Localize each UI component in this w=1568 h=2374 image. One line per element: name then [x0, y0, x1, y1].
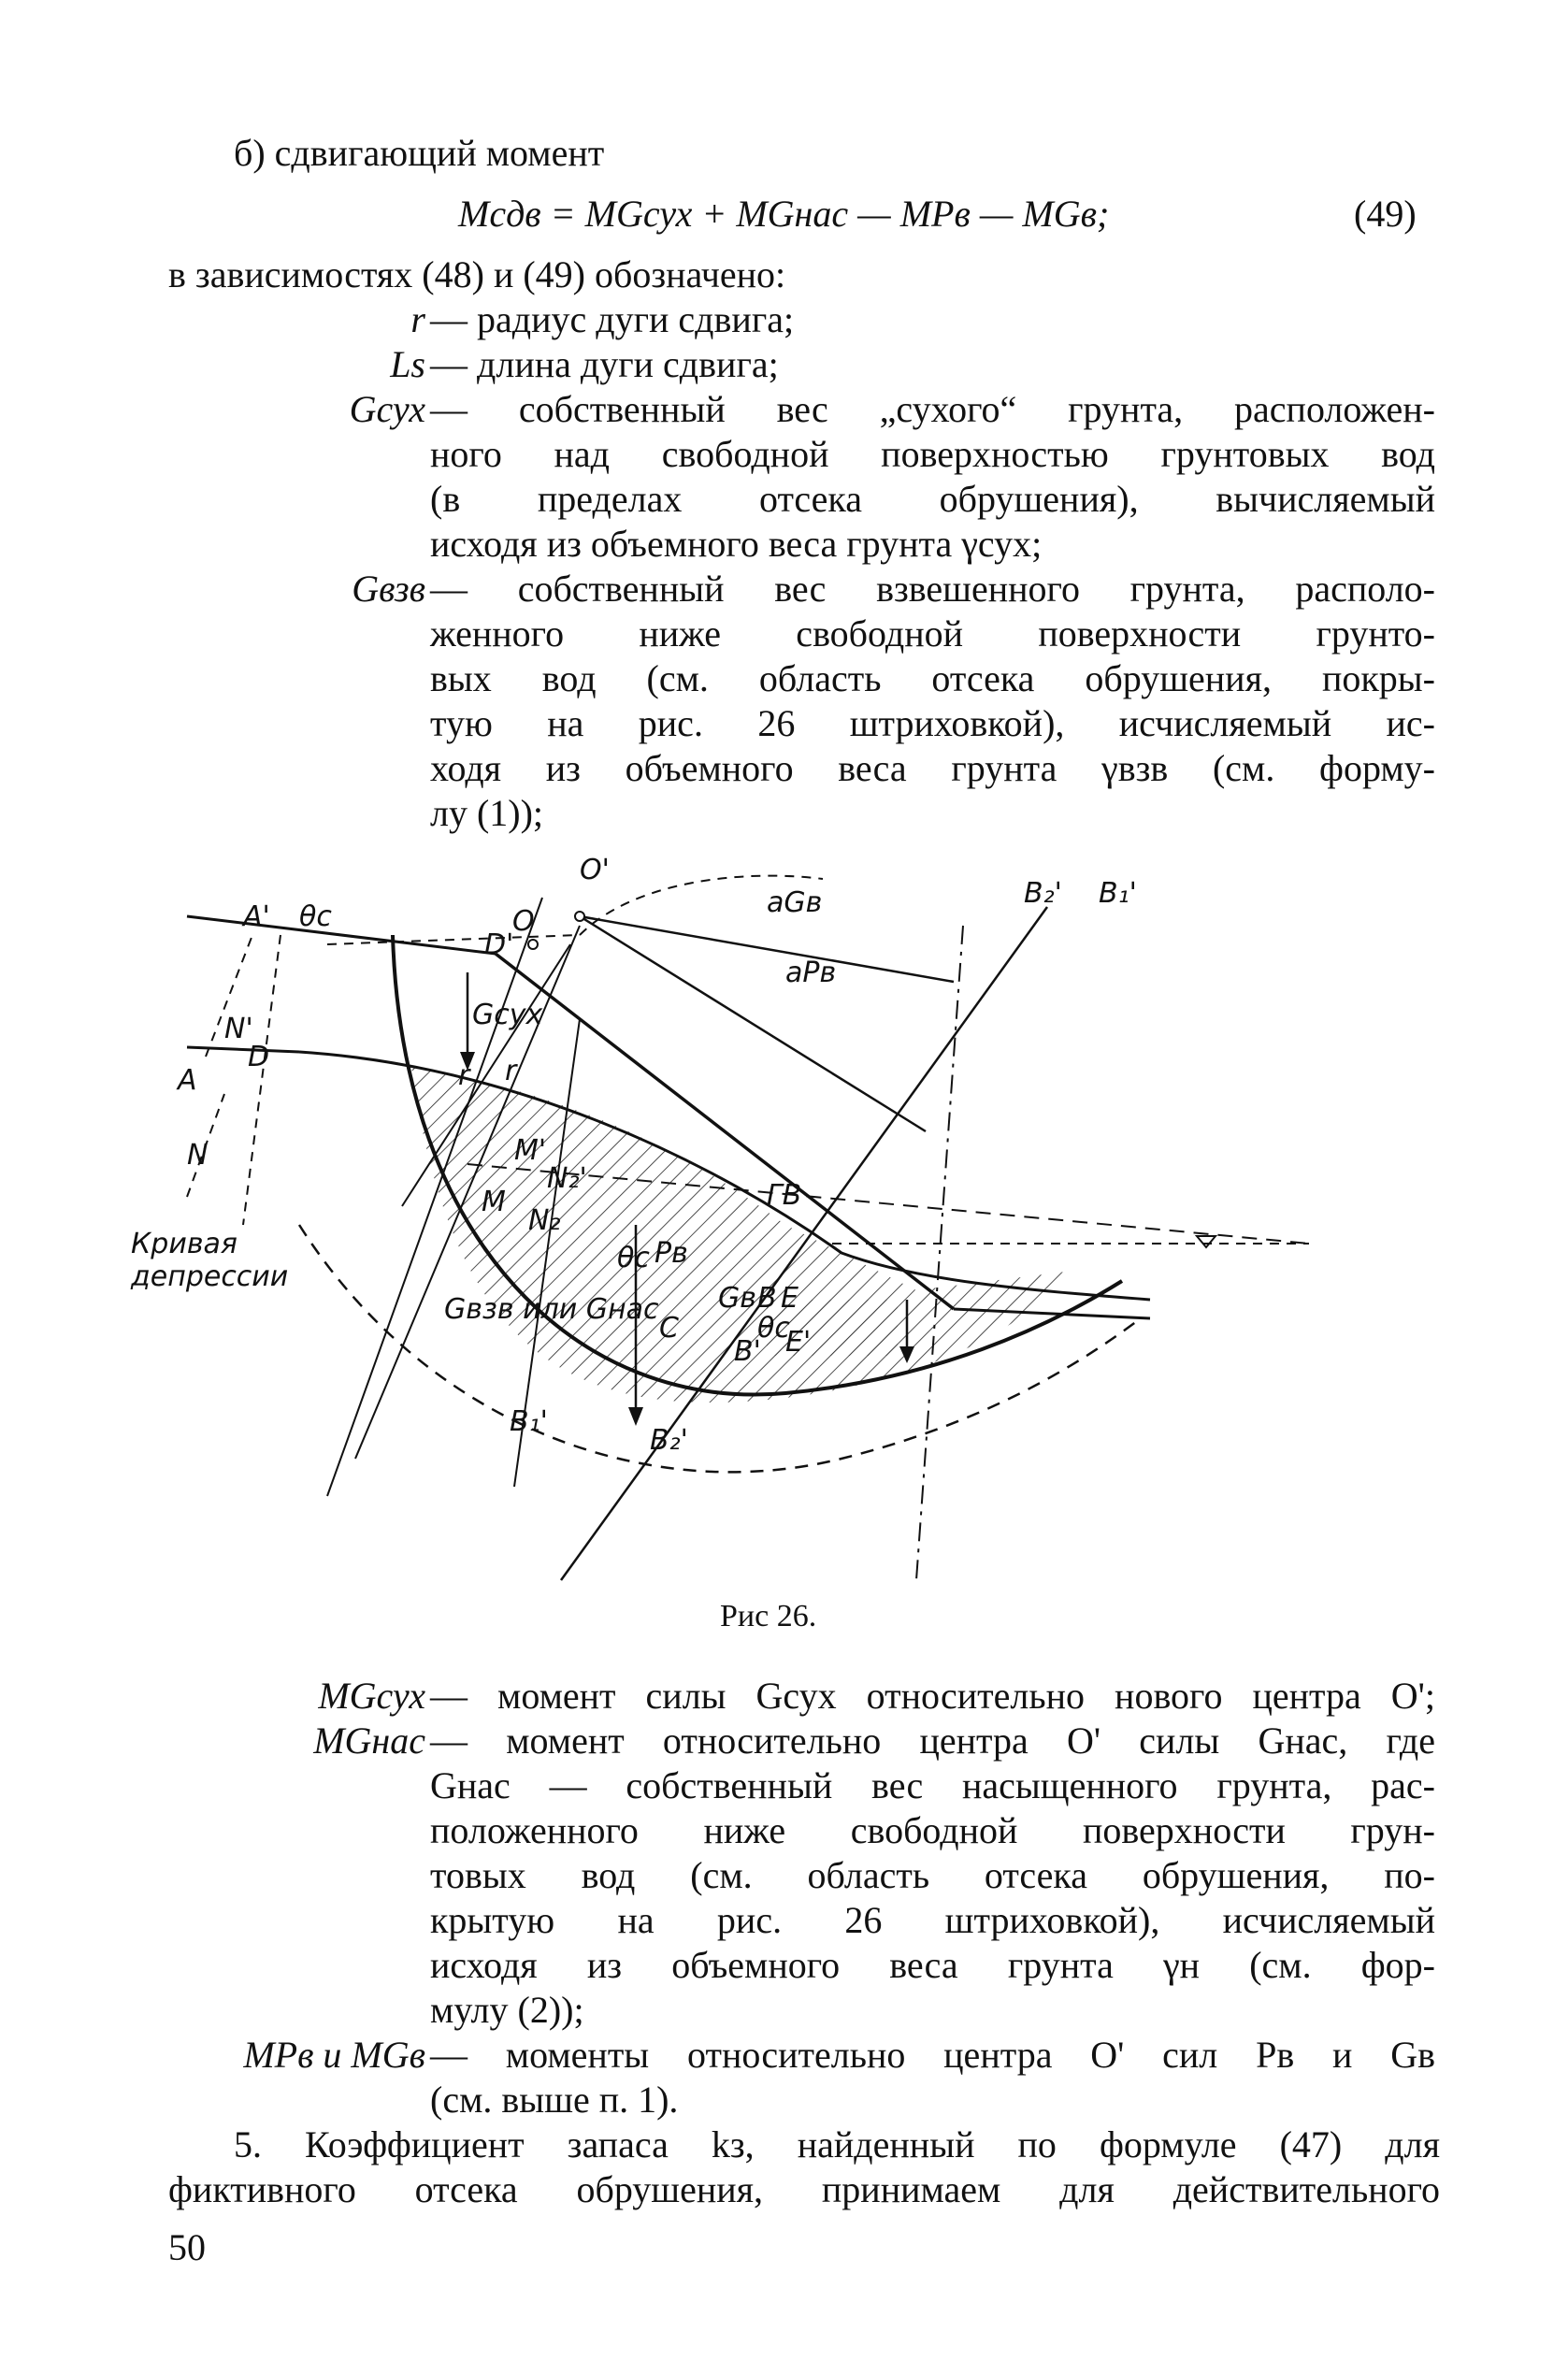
- def-text-gvzv-2: женного ниже свободной поверхности грунто-: [430, 612, 1435, 655]
- def-text-gvzv-1: — собственный вес взвешенного грунта, располо-: [430, 568, 1435, 610]
- def-text-gvzv-4: тую на рис. 26 штриховкой), исчисляемый ис-: [430, 702, 1435, 744]
- point-o: [528, 940, 538, 949]
- arm-a-pv: [580, 916, 926, 1131]
- force-g-vzv-arrow: [628, 1407, 643, 1426]
- def-text-mgnas-3: положенного ниже свободной поверхности грун-: [430, 1809, 1435, 1851]
- label-a-pv: aPв: [785, 957, 837, 989]
- paragraph-line-1: 5. Коэффициент запаса kз, найденный по формуле (47) для: [234, 2123, 1440, 2165]
- label-theta-mid: θc: [617, 1242, 650, 1274]
- def-text-gvzv-5: ходя из объемного веса грунта γвзв (см. форму-: [430, 747, 1435, 789]
- def-text-mgnas-2: Gнас — собственный вес насыщенного грунта, рас-: [430, 1764, 1435, 1806]
- label-g-v: Gв: [718, 1282, 756, 1315]
- def-term-mgsukh: MGсух: [318, 1675, 425, 1717]
- def-text-gsukh-4: исходя из объемного веса грунта γсух;: [430, 523, 1043, 565]
- def-text-ls: — длина дуги сдвига;: [430, 343, 779, 385]
- def-text-gvzv-6: лу (1));: [430, 792, 544, 834]
- label-b2-prime-top: B₂': [1024, 877, 1062, 910]
- def-text-mgnas-1: — момент относительно центра O' силы Gнас, где: [430, 1719, 1435, 1762]
- figure-26-diagram: [131, 851, 1328, 1599]
- label-a-prime: A': [243, 900, 270, 933]
- def-term-r: r: [410, 298, 425, 340]
- label-m: M: [482, 1186, 506, 1218]
- label-curve-1: Кривая: [131, 1228, 237, 1260]
- point-o-prime: [575, 912, 584, 921]
- label-r-1: r: [458, 1059, 470, 1092]
- intro-text: в зависимостях (48) и (49) обозначено:: [168, 253, 786, 295]
- label-n-prime: N': [224, 1013, 253, 1045]
- label-d-prime: D': [484, 928, 514, 961]
- label-b2-prime-bottom: B₂': [650, 1424, 688, 1457]
- left-dash-3: [243, 935, 281, 1225]
- label-b: B: [757, 1282, 777, 1315]
- page-number: 50: [168, 2226, 206, 2268]
- label-theta-top: θc: [299, 900, 332, 933]
- def-term-mgnas: MGнас: [313, 1719, 425, 1762]
- def-text-mgnas-7: мулу (2));: [430, 1989, 584, 2031]
- formula-49: Mсдв = MGсух + MGнас — MPв — MGв;: [458, 193, 1110, 235]
- o-dashed-arc: [327, 935, 580, 944]
- line-b2: [916, 926, 963, 1580]
- formula-number: (49): [1354, 193, 1417, 235]
- def-text-mpv-1: — моменты относительно центра O' сил Pв и Gв: [430, 2034, 1435, 2076]
- label-p-v: Pв: [655, 1237, 688, 1270]
- def-text-r: — радиус дуги сдвига;: [430, 298, 795, 340]
- label-m-prime: M': [514, 1134, 547, 1167]
- arm-a-gv: [580, 916, 954, 982]
- figure-caption: Рис 26.: [720, 1599, 817, 1633]
- def-text-mgsukh-1: — момент силы Gсух относительно нового центра O';: [430, 1675, 1435, 1717]
- label-a: A: [178, 1064, 197, 1097]
- heading: б) сдвигающий момент: [234, 132, 605, 174]
- def-text-mgnas-6: исходя из объемного веса грунта γн (см. фор-: [430, 1944, 1435, 1986]
- def-term-mpv-mgv: MPв и MGв: [243, 2034, 425, 2076]
- ground-line-lower: [187, 1047, 299, 1052]
- label-o: O: [512, 905, 535, 938]
- def-text-gvzv-3: вых вод (см. область отсека обрушения, покры-: [430, 657, 1435, 699]
- label-gv: ГВ: [767, 1179, 802, 1212]
- paragraph-line-2: фиктивного отсека обрушения, принимаем для действительного: [168, 2168, 1440, 2210]
- def-text-mpv-2: (см. выше п. 1).: [430, 2079, 679, 2121]
- label-n2-prime: N₂': [547, 1162, 587, 1195]
- label-r-2: r: [505, 1055, 517, 1087]
- gv-marker: [1197, 1236, 1216, 1247]
- label-a-gv: aGв: [767, 886, 823, 919]
- def-term-ls: Ls: [390, 343, 425, 385]
- label-e-prime: E': [785, 1326, 812, 1359]
- def-term-gvzv: Gвзв: [352, 568, 425, 610]
- label-e: E: [781, 1282, 798, 1315]
- label-n2: N₂: [528, 1204, 561, 1237]
- label-b1-prime-top: B₁': [1099, 877, 1137, 910]
- def-text-gsukh-3: (в пределах отсека обрушения), вычисляемый: [430, 478, 1435, 520]
- def-term-gsukh: Gсух: [349, 388, 425, 430]
- ground-surface-top: [187, 916, 496, 954]
- label-g-sukh: Gсух: [472, 999, 543, 1031]
- label-d: D: [248, 1041, 270, 1073]
- label-g-vzv: Gвзв или Gнас: [444, 1293, 659, 1326]
- def-text-mgnas-4: товых вод (см. область отсека обрушения, по-: [430, 1854, 1435, 1896]
- label-b1-prime-bottom: B₁': [510, 1405, 548, 1438]
- label-theta-low: θc: [757, 1312, 790, 1345]
- def-text-gsukh-1: — собственный вес „сухого“ грунта, расположен-: [430, 388, 1435, 430]
- def-text-mgnas-5: крытую на рис. 26 штриховкой), исчисляемый: [430, 1899, 1435, 1941]
- label-b-prime: B': [734, 1335, 761, 1368]
- label-o-prime: O': [580, 854, 610, 886]
- label-c: C: [659, 1312, 679, 1345]
- def-text-gsukh-2: ного над свободной поверхностью грунтовых вод: [430, 433, 1435, 475]
- label-n: N: [187, 1139, 209, 1172]
- label-curve-2: депрессии: [131, 1260, 289, 1293]
